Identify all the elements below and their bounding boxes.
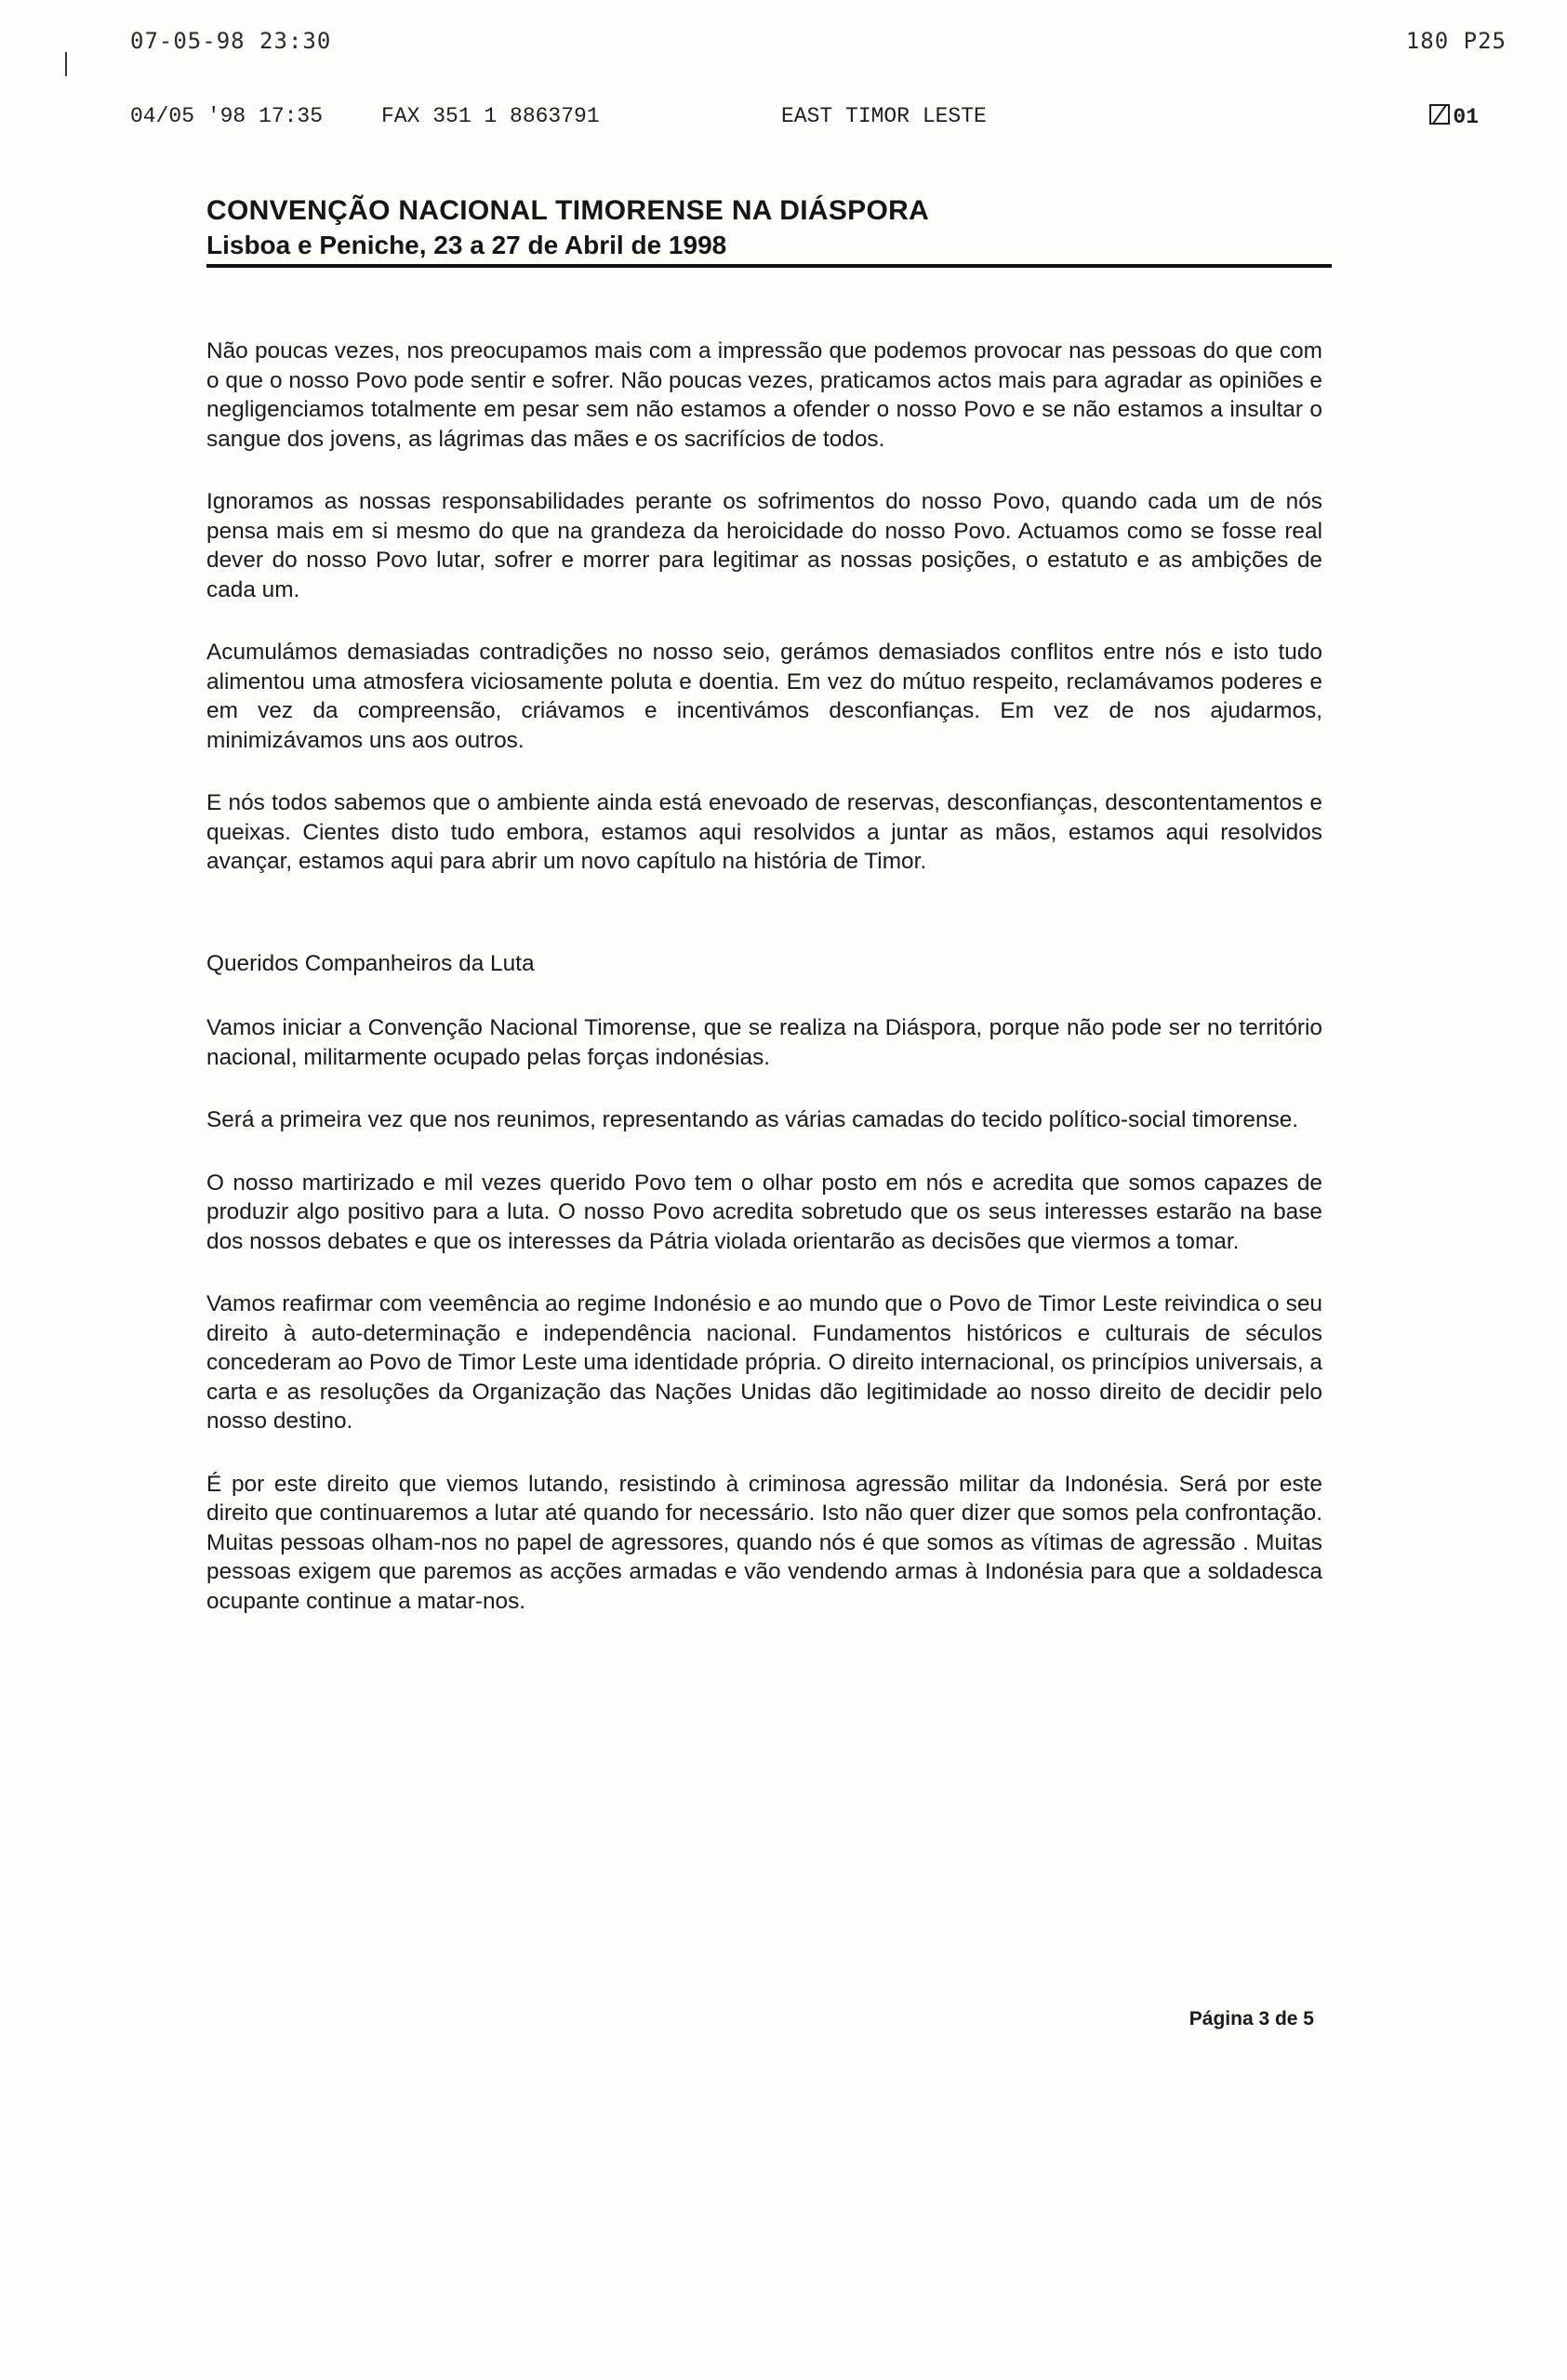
document-subtitle: Lisboa e Peniche, 23 a 27 de Abril de 1998	[206, 231, 727, 259]
section-heading: Queridos Companheiros da Luta	[206, 950, 535, 976]
fax-page-code: 01	[1453, 105, 1479, 129]
paragraph: Ignoramos as nossas responsabilidades perante os sofrimentos do nosso Povo, quando cada um de nós pensa mais em si mesmo do que na grandeza da heroicidade do nosso Povo. Actuamos como se fosse real dever do nosso Povo lutar, sofrer e morrer para legitimar as nossas posições, o estatuto e as ambições de cada um.	[206, 489, 1322, 602]
paragraph: Será a primeira vez que nos reunimos, representando as várias camadas do tecido político-social timorense.	[206, 1107, 1299, 1132]
fax-receive-timestamp: 07-05-98 23:30	[130, 28, 332, 54]
paragraph: Vamos iniciar a Convenção Nacional Timorense, que se realiza na Diáspora, porque não pode ser no território nacional, militarmente ocupado pelas forças indonésias.	[206, 1015, 1322, 1070]
document-title: CONVENÇÃO NACIONAL TIMORENSE NA DIÁSPORA	[206, 195, 930, 226]
paragraph: É por este direito que viemos lutando, resistindo à criminosa agressão militar da Indonésia. Será por este direito que continuaremos a lutar até quando for necessário. Isto não quer dizer que somos pela confrontação. Muitas pessoas olham-nos no papel de agressores, quando nós é que somos as vítimas de agressão . Muitas pessoas exigem que paremos as acções armadas e vão vendendo armas à Indonésia para que a soldadesca ocupante continue a matar-nos.	[206, 1471, 1322, 1614]
margin-mark	[65, 52, 67, 76]
fax-sender-organization: EAST TIMOR LESTE	[781, 104, 987, 128]
paragraph: O nosso martirizado e mil vezes querido Povo tem o olhar posto em nós e acredita que somos capazes de produzir algo positivo para a luta. O nosso Povo acredita sobretudo que os seus interesses estarão na base dos nossos debates e que os interesses da Pátria violada orientarão as decisões que viermos a tomar.	[206, 1170, 1322, 1254]
header-rule	[206, 264, 1332, 268]
document-body	[206, 337, 1322, 1649]
fax-number: FAX 351 1 8863791	[381, 104, 600, 128]
fax-send-datetime: 04/05 '98 17:35	[130, 104, 324, 128]
slashed-box-icon	[1429, 104, 1450, 125]
paragraph: E nós todos sabemos que o ambiente ainda está enevoado de reservas, desconfianças, descontentamentos e queixas. Cientes disto tudo embora, estamos aqui resolvidos a juntar as mãos, estamos aqui resolvidos avançar, estamos aqui para abrir um novo capítulo na história de Timor.	[206, 790, 1322, 874]
paragraph: Não poucas vezes, nos preocupamos mais com a impressão que podemos provocar nas pessoas do que com o que o nosso Povo pode sentir e sofrer. Não poucas vezes, praticamos actos mais para agradar as opiniões e negligenciamos totalmente em pesar sem não estamos a ofender o nosso Povo e se não estamos a insultar o sangue dos jovens, as lágrimas das mães e os sacrifícios de todos.	[206, 338, 1322, 452]
document-header	[206, 193, 1332, 268]
fax-receive-code: 180 P25	[1405, 28, 1507, 54]
fax-page-counter	[1429, 104, 1479, 129]
page-number: Página 3 de 5	[1189, 2008, 1314, 2030]
paragraph: Vamos reafirmar com veemência ao regime Indonésio e ao mundo que o Povo de Timor Leste reivindica o seu direito à auto-determinação e independência nacional. Fundamentos históricos e culturais de séculos concederam ao Povo de Timor Leste uma identidade própria. O direito internacional, os princípios universais, a carta e as resoluções da Organização das Nações Unidas dão legitimidade ao nosso direito de decidir pelo nosso destino.	[206, 1291, 1322, 1434]
paragraph: Acumulámos demasiadas contradições no nosso seio, gerámos demasiados conflitos entre nós e isto tudo alimentou uma atmosfera viciosamente poluta e doentia. Em vez do mútuo respeito, reclamávamos poderes e em vez da compreensão, criávamos e incentivámos desconfianças. Em vez de nos ajudarmos, minimizávamos uns aos outros.	[206, 640, 1322, 753]
